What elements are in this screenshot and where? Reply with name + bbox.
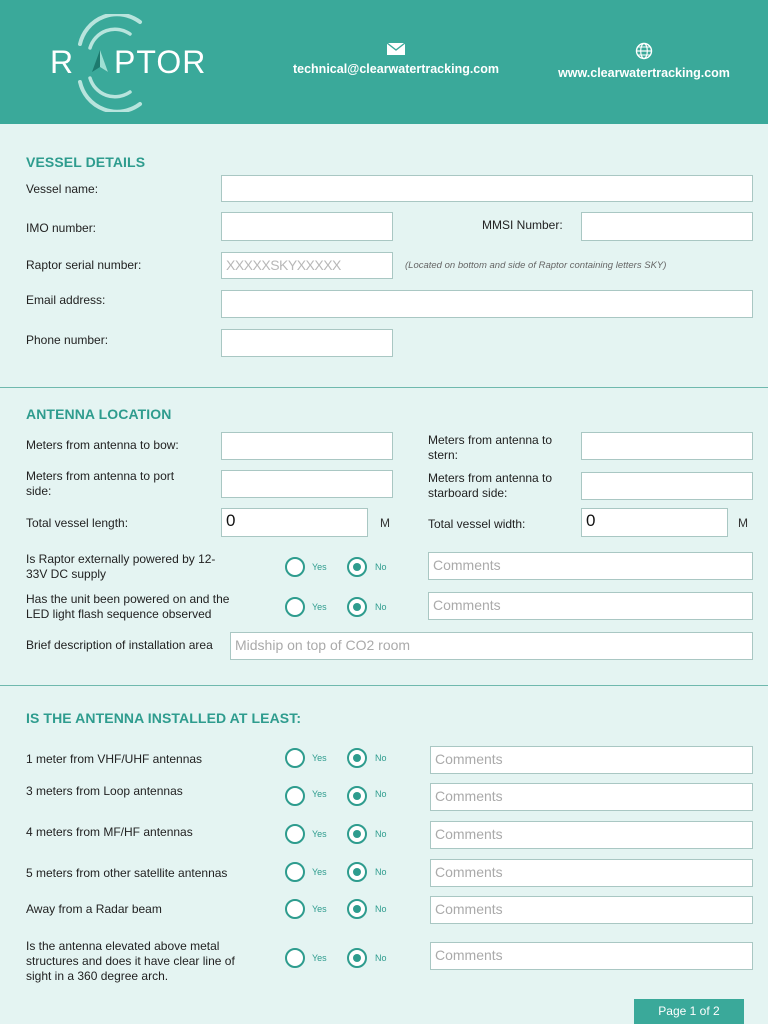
elevated-label: Is the antenna elevated above metal structures and does it have clear line of sight in a 360 degree arch. [26,939,235,983]
satellite-comments[interactable]: Comments [430,859,753,887]
vhf-no-label: No [375,753,387,763]
satellite-yes-label: Yes [312,867,327,877]
width-unit: M [738,516,748,530]
elevated-yes-label: Yes [312,953,327,963]
powered-label: Is Raptor externally powered by 12-33V DC supply [26,552,216,581]
globe-icon [635,42,653,60]
radar-label: Away from a Radar beam [26,902,162,916]
led-yes-radio[interactable] [285,597,305,617]
vessel-details-title: VESSEL DETAILS [26,154,146,170]
website-contact[interactable] [544,42,744,80]
email-label: Email address: [26,293,106,307]
stern-label: Meters from antenna to stern: [428,433,553,462]
length-label: Total vessel length: [26,516,129,530]
section-divider [0,685,768,686]
serial-hint: (Located on bottom and side of Raptor containing letters SKY) [405,260,667,271]
radar-yes-radio[interactable] [285,899,305,919]
section-divider [0,387,768,388]
satellite-label: 5 meters from other satellite antennas [26,866,228,880]
website-link[interactable]: www.clearwatertracking.com [558,66,730,80]
port-label: Meters from antenna to port side: [26,469,175,498]
loop-comments[interactable]: Comments [430,783,753,811]
elevated-yes-radio[interactable] [285,948,305,968]
led-no-radio[interactable] [347,597,367,617]
mmsi-label: MMSI Number: [482,218,563,232]
powered-no-label: No [375,562,387,572]
envelope-icon [386,42,406,56]
vhf-label: 1 meter from VHF/UHF antennas [26,752,203,766]
desc-label: Brief description of installation area [26,638,213,652]
antenna-location-title: ANTENNA LOCATION [26,406,172,422]
starboard-label: Meters from antenna to starboard side: [428,471,553,500]
email-contact[interactable] [280,42,512,76]
led-yes-label: Yes [312,602,327,612]
satellite-no-label: No [375,867,387,877]
powered-yes-radio[interactable] [285,557,305,577]
elevated-comments[interactable]: Comments [430,942,753,970]
mfhf-yes-label: Yes [312,829,327,839]
led-label: Has the unit been powered on and the LED light flash sequence observed [26,592,230,621]
led-no-label: No [375,602,387,612]
imo-label: IMO number: [26,221,97,235]
raptor-logo [50,14,215,112]
page-indicator[interactable]: Page 1 of 2 [634,999,744,1024]
vhf-no-radio[interactable] [347,748,367,768]
satellite-no-radio[interactable] [347,862,367,882]
vhf-comments[interactable]: Comments [430,746,753,774]
phone-label: Phone number: [26,333,109,347]
serial-label: Raptor serial number: [26,258,142,272]
mfhf-yes-radio[interactable] [285,824,305,844]
vhf-yes-radio[interactable] [285,748,305,768]
email-field[interactable] [221,290,753,318]
mfhf-no-radio[interactable] [347,824,367,844]
width-label: Total vessel width: [428,517,526,531]
loop-label: 3 meters from Loop antennas [26,784,183,798]
desc-field[interactable]: Midship on top of CO2 room [230,632,753,660]
radar-no-label: No [375,904,387,914]
loop-yes-radio[interactable] [285,786,305,806]
loop-no-radio[interactable] [347,786,367,806]
loop-yes-label: Yes [312,789,327,799]
starboard-field[interactable] [581,472,753,500]
bow-label: Meters from antenna to bow: [26,438,179,452]
bow-field[interactable] [221,432,393,460]
header-banner [0,0,768,124]
radar-no-radio[interactable] [347,899,367,919]
vessel-name-label: Vessel name: [26,182,99,196]
powered-yes-label: Yes [312,562,327,572]
elevated-no-label: No [375,953,387,963]
powered-comments[interactable]: Comments [428,552,753,580]
radar-yes-label: Yes [312,904,327,914]
length-unit: M [380,516,390,530]
powered-no-radio[interactable] [347,557,367,577]
satellite-yes-radio[interactable] [285,862,305,882]
mmsi-field[interactable] [581,212,753,241]
radar-comments[interactable]: Comments [430,896,753,924]
mfhf-comments[interactable]: Comments [430,821,753,849]
svg-text:R: R [50,44,75,80]
mfhf-label: 4 meters from MF/HF antennas [26,825,193,839]
elevated-no-radio[interactable] [347,948,367,968]
loop-no-label: No [375,789,387,799]
length-field[interactable]: 0 [221,508,368,537]
vhf-yes-label: Yes [312,753,327,763]
serial-field[interactable]: XXXXXSKYXXXXX [221,252,393,279]
led-comments[interactable]: Comments [428,592,753,620]
email-link[interactable]: technical@clearwatertracking.com [292,62,500,76]
stern-field[interactable] [581,432,753,460]
vessel-name-field[interactable] [221,175,753,202]
port-field[interactable] [221,470,393,498]
svg-text:PTOR: PTOR [114,44,207,80]
mfhf-no-label: No [375,829,387,839]
imo-field[interactable] [221,212,393,241]
phone-field[interactable] [221,329,393,357]
installed-title: IS THE ANTENNA INSTALLED AT LEAST: [26,710,302,726]
width-field[interactable]: 0 [581,508,728,537]
